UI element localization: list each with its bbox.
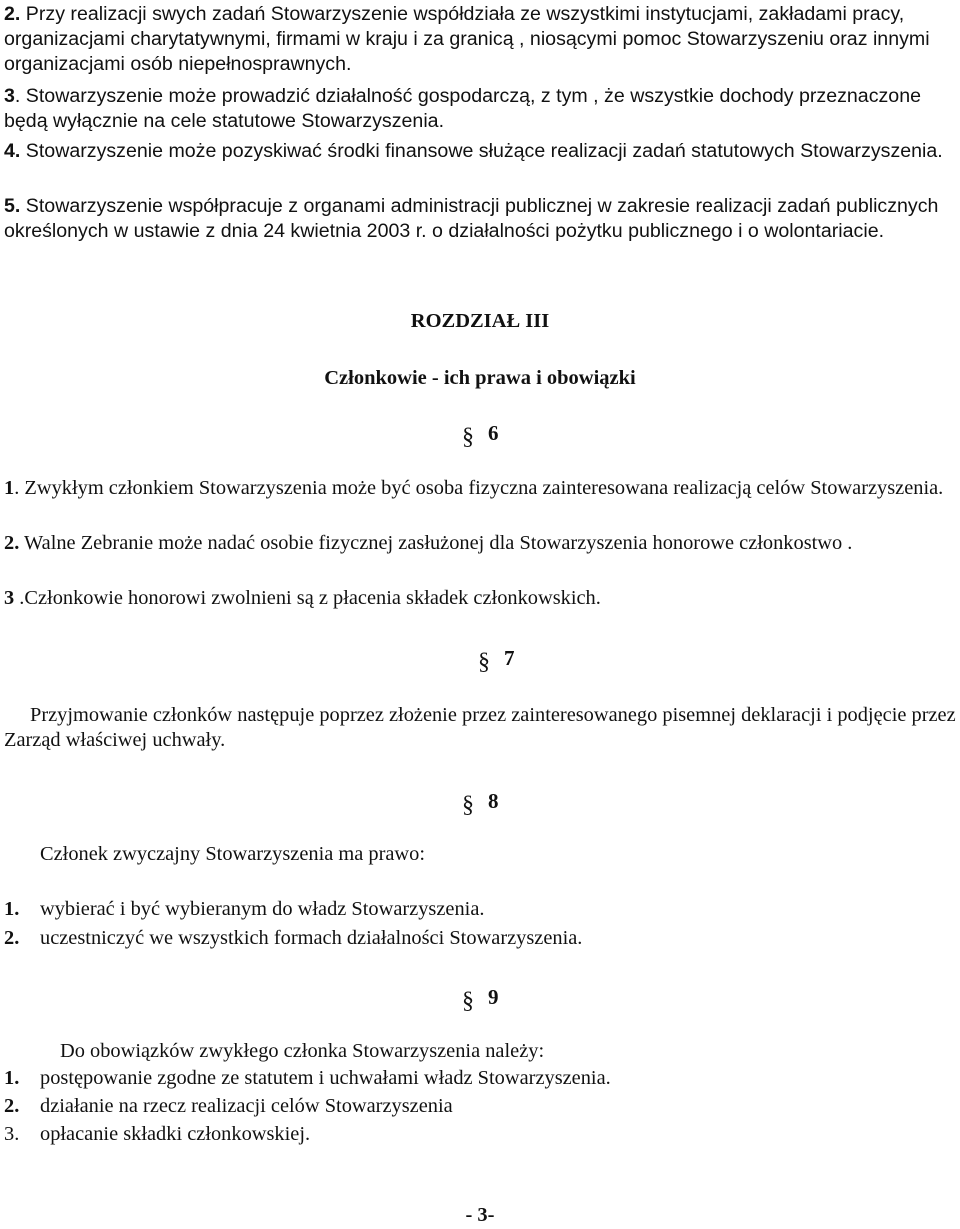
paragraph-3: [4, 84, 956, 134]
section-9-item: [4, 1094, 956, 1119]
section-7-heading: [478, 645, 515, 675]
item-number: 1: [4, 477, 15, 499]
paragraph-number: 4.: [4, 140, 21, 162]
item-number: 1.: [4, 1067, 20, 1089]
lead-text: Do obowiązków zwykłego członka Stowarzyszenia należy:: [60, 1040, 545, 1062]
section-sign-icon: §: [478, 649, 490, 675]
section-9-heading: [462, 984, 499, 1014]
item-text: postępowanie zgodne ze statutem i uchwałami władz Stowarzyszenia.: [40, 1067, 611, 1089]
item-number: 3: [4, 587, 15, 609]
item-text: uczestniczyć we wszystkich formach działalności Stowarzyszenia.: [40, 927, 583, 949]
section-number: 8: [488, 789, 499, 813]
paragraph-text: Stowarzyszenie współpracuje z organami administracji publicznej w zakresie realizacji zadań publicznych określonych w ustawie z dnia 24 kwietnia 2003 r. o działalności pożytku publicznego i o wolontariacie.: [4, 195, 939, 242]
item-text: .Członkowie honorowi zwolnieni są z płacenia składek członkowskich.: [14, 587, 601, 609]
item-number: 2.: [4, 1095, 20, 1117]
section-sign-icon: §: [462, 988, 474, 1014]
item-text: wybierać i być wybieranym do władz Stowarzyszenia.: [40, 898, 485, 920]
item-text: . Zwykłym członkiem Stowarzyszenia może być osoba fizyczna zainteresowana realizacją celów Stowarzyszenia.: [14, 477, 944, 499]
paragraph-2: [4, 2, 956, 77]
paragraph-number: 3: [4, 85, 15, 107]
section-9-item: [4, 1066, 956, 1091]
item-text: działanie na rzecz realizacji celów Stowarzyszenia: [40, 1095, 453, 1117]
section-6-item: [4, 531, 956, 556]
paragraph-text: Przyjmowanie członków następuje poprzez złożenie przez zainteresowanego pisemnej deklaracji i podjęcie przez Zarząd właściwej uchwały.: [4, 704, 956, 751]
chapter-subtitle: Członkowie - ich prawa i obowiązki: [324, 367, 636, 389]
item-number: 1.: [4, 898, 20, 920]
page-number: - 3-: [465, 1204, 495, 1226]
section-number: 9: [488, 985, 499, 1009]
paragraph-text: . Stowarzyszenie może prowadzić działalność gospodarczą, z tym , że wszystkie dochody przeznaczone będą wyłącznie na cele statutowe Stowarzyszenia.: [4, 85, 921, 132]
chapter-title: ROZDZIAŁ III: [410, 310, 550, 332]
item-number: 2.: [4, 532, 20, 554]
section-6-item: [4, 586, 956, 611]
paragraph-4: [4, 139, 956, 164]
section-number: 7: [504, 646, 515, 670]
paragraph-number: 2.: [4, 3, 21, 25]
section-6-item: [4, 476, 956, 501]
section-sign-icon: §: [462, 424, 474, 450]
section-number: 6: [488, 421, 499, 445]
item-text: Walne Zebranie może nadać osobie fizycznej zasłużonej dla Stowarzyszenia honorowe członkostwo .: [19, 532, 853, 554]
item-number: 2.: [4, 927, 20, 949]
paragraph-text: Przy realizacji swych zadań Stowarzyszenie współdziała ze wszystkimi instytucjami, zakładami pracy, organizacjami charytatywnymi, firmami w kraju i za granicą , niosącymi pomoc Stowarzyszeniu oraz innymi organizacjami osób niepełnosprawnych.: [4, 3, 930, 75]
lead-text: Członek zwyczajny Stowarzyszenia ma prawo:: [40, 843, 426, 865]
section-8-heading: [462, 788, 499, 818]
section-9-item: [4, 1122, 956, 1147]
section-6-heading: [462, 420, 499, 450]
item-text: opłacanie składki członkowskiej.: [40, 1123, 311, 1145]
section-8-item: [4, 926, 956, 951]
section-8-lead: [40, 842, 956, 867]
item-number: 3.: [4, 1123, 20, 1145]
section-sign-icon: §: [462, 792, 474, 818]
paragraph-text: Stowarzyszenie może pozyskiwać środki finansowe służące realizacji zadań statutowych Stowarzyszenia.: [20, 140, 943, 162]
section-9-lead: [60, 1039, 956, 1064]
section-7-text: [4, 703, 956, 753]
paragraph-number: 5.: [4, 195, 21, 217]
section-8-item: [4, 897, 956, 922]
paragraph-5: [4, 194, 956, 244]
